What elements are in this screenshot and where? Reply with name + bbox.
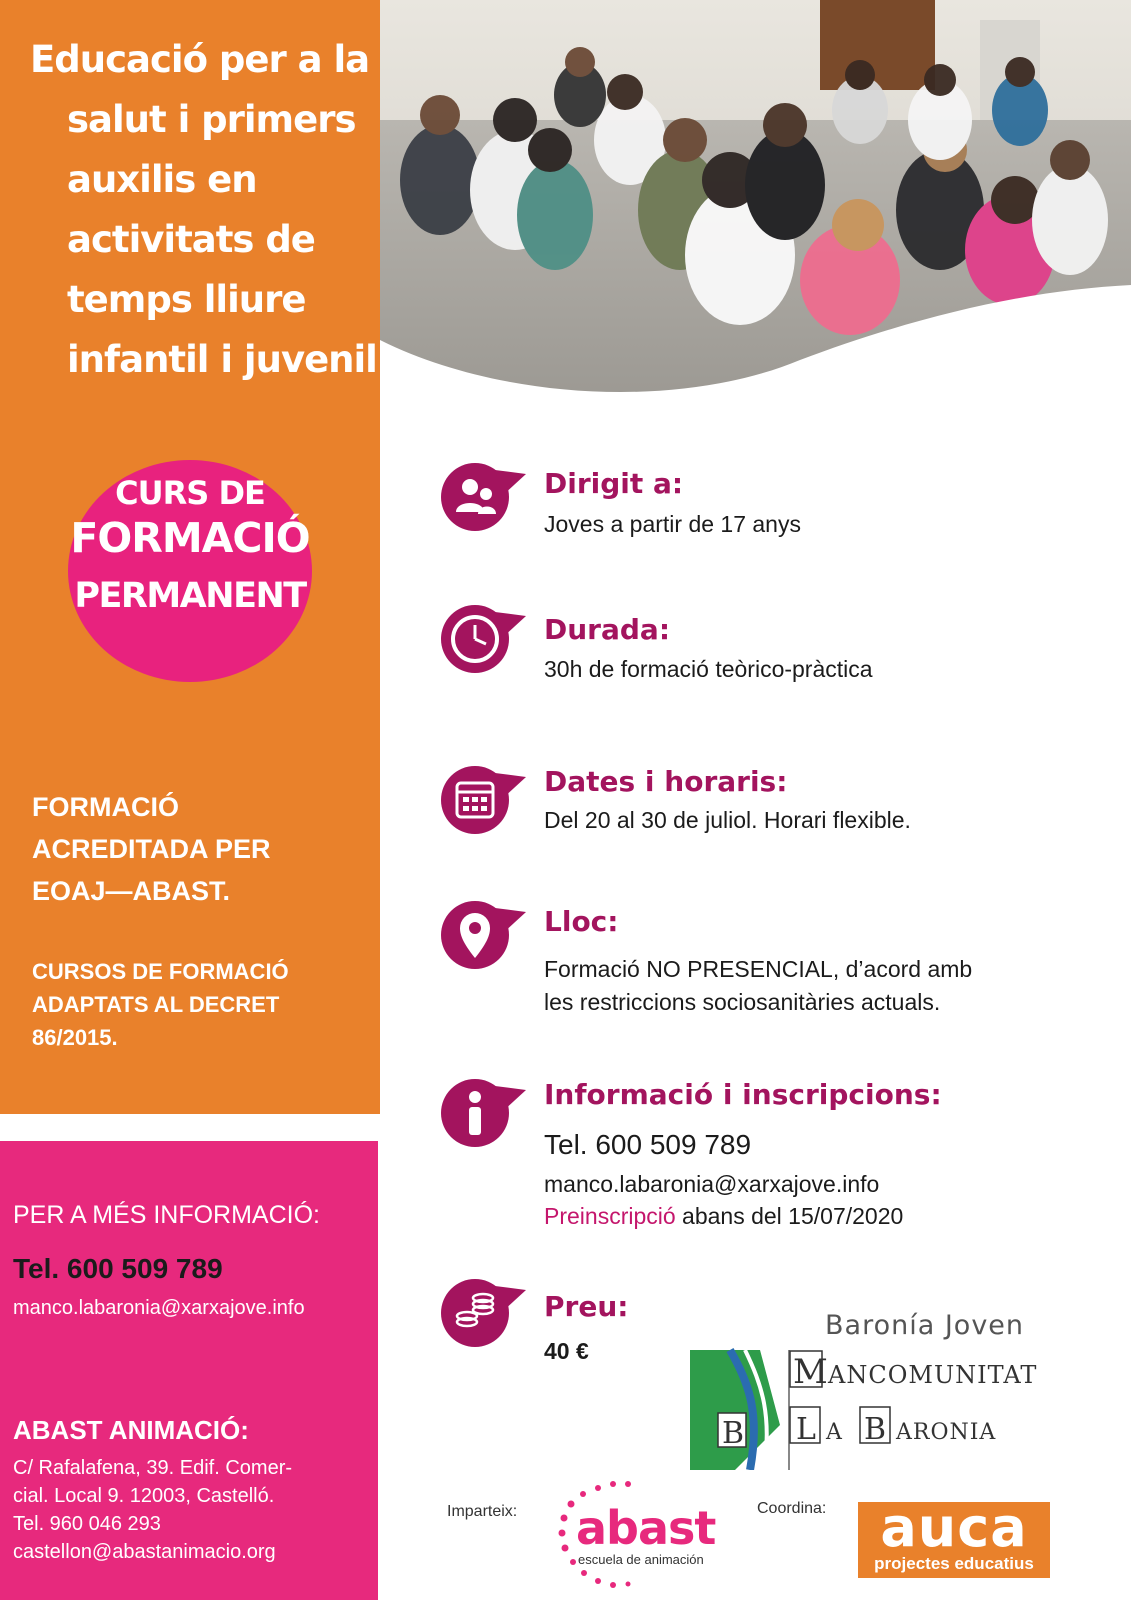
baronia-b2-letter: B [864,1412,887,1447]
baronia-aronia-text: ARONIA [896,1420,997,1445]
people-icon [440,462,526,532]
badge-line: PERMANENT [74,576,306,616]
duration-text: 30h de formació teòrico-pràctica [544,656,873,682]
decree-text [32,955,372,1054]
accreditation-line: EOAJ—ABAST. [32,876,231,906]
baronia-joven-text: Baronía Joven [825,1310,1025,1341]
clock-icon [440,604,526,674]
place-title: Lloc: [544,905,619,938]
coins-icon [440,1278,526,1348]
calendar-icon [440,765,526,835]
baronia-b-letter: B [722,1416,745,1451]
audience-text: Joves a partir de 17 anys [544,511,801,537]
preregistration-deadline: abans del 15/07/2020 [675,1203,904,1229]
accreditation-line: FORMACIÓ [32,792,179,822]
auca-logo [858,1496,1050,1578]
abast-address [13,1454,373,1566]
course-type-badge [68,460,312,682]
decree-line: 86/2015. [32,1025,118,1050]
mancomunitat-la-baronia-logo [690,1305,1050,1470]
title-line: auxilis en [67,158,257,201]
address-email[interactable]: castellon@abastanimacio.org [13,1541,276,1563]
course-title [30,30,377,390]
classroom-photo [380,0,1131,400]
location-pin-icon [440,900,526,970]
audience-title: Dirigit a: [544,467,684,500]
preregistration-note [544,1200,903,1233]
contact-panel [0,1141,378,1600]
price-title: Preu: [544,1290,629,1323]
auca-subtitle: projectes educatius [874,1554,1034,1573]
contact-phone[interactable]: Tel. 600 509 789 [13,1253,223,1284]
decree-line: ADAPTATS AL DECRET [32,992,280,1017]
address-line: cial. Local 9. 12003, Castelló. [13,1485,275,1507]
contact-email[interactable]: manco.labaronia@xarxajove.info [13,1297,305,1319]
baronia-m-letter: M [793,1352,828,1392]
title-line: Educació per a la [30,38,370,81]
abast-word: abast [576,1501,716,1555]
duration-title: Durada: [544,613,671,646]
dates-text: Del 20 al 30 de juliol. Horari flexible. [544,807,911,833]
info-icon [440,1078,526,1148]
title-line: temps lliure [67,278,306,321]
baronia-a-text: A [826,1420,842,1445]
place-text-line1: Formació NO PRESENCIAL, d’acord amb [544,956,973,982]
dates-title: Dates i horaris: [544,765,788,798]
accreditation-text [32,786,372,912]
auca-word: auca [880,1496,1028,1559]
badge-line: CURS DE [115,474,265,512]
place-text-line2: les restriccions sociosanitàries actuals. [544,989,941,1015]
title-line: activitats de [67,218,315,261]
address-line: C/ Rafalafena, 39. Edif. Comer- [13,1457,293,1479]
decree-line: CURSOS DE FORMACIÓ [32,959,289,984]
preregistration-label: Preinscripció [544,1203,676,1229]
abast-subtitle: escuela de animación [578,1552,704,1567]
title-line: salut i primers [67,98,356,141]
baronia-l-letter: L [796,1412,816,1447]
address-phone[interactable]: Tel. 960 046 293 [13,1513,161,1535]
imparteix-label: Imparteix: [447,1503,518,1520]
badge-line: FORMACIÓ [70,514,310,562]
abast-heading: ABAST ANIMACIÓ: [13,1415,249,1445]
title-line: infantil i juvenil [67,338,377,381]
abast-logo [538,1478,718,1593]
coordina-label: Coordina: [757,1500,827,1517]
accreditation-line: ACREDITADA PER [32,834,271,864]
registration-email[interactable]: manco.labaronia@xarxajove.info [544,1171,880,1197]
registration-phone[interactable]: Tel. 600 509 789 [544,1129,752,1160]
registration-title: Informació i inscripcions: [544,1078,942,1111]
price-value: 40 € [544,1338,589,1364]
baronia-mancomunitat-text: ANCOMUNITAT [828,1361,1038,1389]
more-info-heading: PER A MÉS INFORMACIÓ: [13,1201,320,1229]
